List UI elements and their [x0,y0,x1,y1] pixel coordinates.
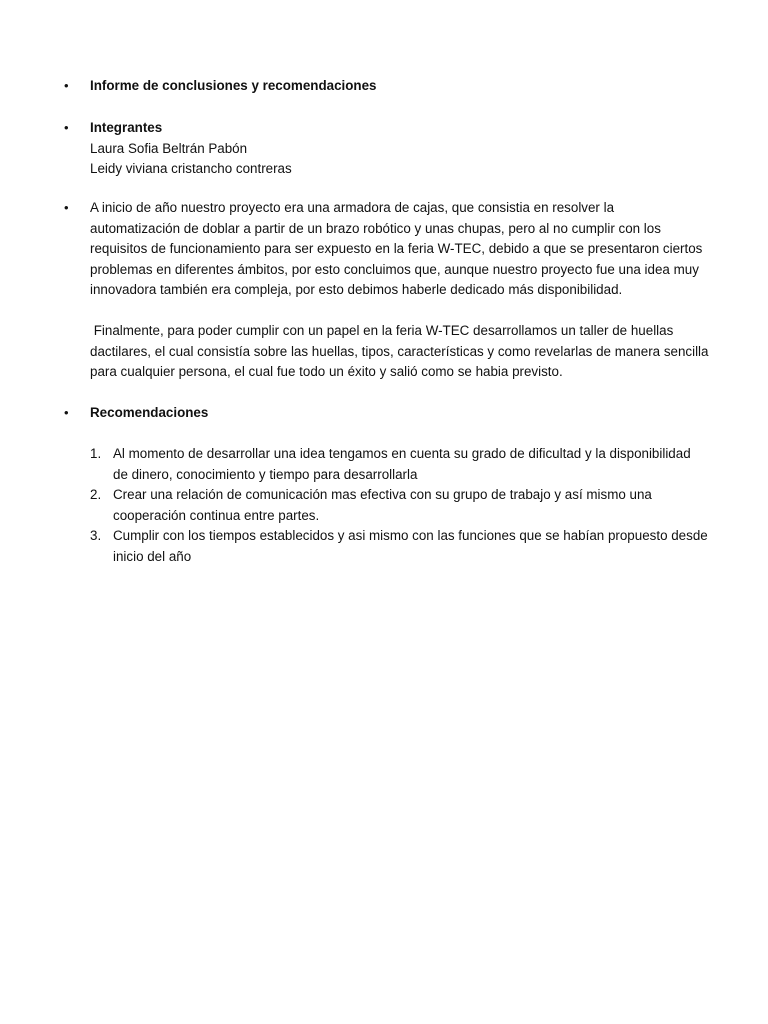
bullet-marker: • [64,78,69,93]
list-item [90,444,726,485]
bullet-marker: • [64,405,69,420]
text-line: dactilares, el cual consistía sobre las huellas, tipos, características y como revelarlas de manera sencilla [90,343,709,359]
list-item [90,485,726,526]
title-bullet-item [64,76,724,97]
text-line: de dinero, conocimiento y tiempo para desarrollarla [113,466,418,482]
text-line: A inicio de año nuestro proyecto era una armadora de cajas, que consistia en resolver la [90,200,615,215]
integrantes-bullet-item [64,118,724,180]
document-title: Informe de conclusiones y recomendaciones [90,78,377,93]
conclusion-bullet-item [64,198,724,301]
text-line: automatización de doblar a partir de un brazo robótico y unas chupas, pero al no cumplir con los [90,220,661,236]
member-name: Leidy viviana cristancho contreras [90,161,292,176]
list-number: 2. [90,487,102,502]
text-line: innovadora también era compleja, por esto debimos haberle dedicado más disponibilidad. [90,282,623,297]
text-line: Cumplir con los tiempos establecidos y asi mismo con las funciones que se habían propuesto desde [113,528,708,543]
list-item [90,526,726,567]
text-line: Al momento de desarrollar una idea tengamos en cuenta su grado de dificultad y la disponibilidad [113,446,691,461]
text-line: requisitos de funcionamiento para ser expuesto en la feria W-TEC, debido a que se presentaron ciertos [90,241,703,256]
text-line: cooperación continua entre partes. [113,507,320,523]
integrantes-heading: Integrantes [90,120,163,135]
list-number: 3. [90,528,102,543]
bullet-marker: • [64,200,69,215]
recomendaciones-bullet-item [64,403,724,424]
final-paragraph [90,321,726,383]
text-line: Crear una relación de comunicación mas efectiva con su grupo de trabajo y así mismo una [113,487,652,502]
text-line: Finalmente, para poder cumplir con un papel en la feria W-TEC desarrollamos un taller de huellas [90,323,674,338]
recommendations-list [90,444,726,567]
text-line: problemas en diferentes ámbitos, por esto concluimos que, aunque nuestro proyecto fue una idea muy [90,261,699,277]
recomendaciones-heading: Recomendaciones [90,405,209,420]
list-number: 1. [90,446,102,461]
conclusion-paragraph [90,198,724,301]
text-line: inicio del año [113,548,192,564]
bullet-marker: • [64,120,69,135]
member-name: Laura Sofia Beltrán Pabón [90,140,248,156]
text-line: para cualquier persona, el cual fue todo un éxito y salió como se habia previsto. [90,364,563,379]
